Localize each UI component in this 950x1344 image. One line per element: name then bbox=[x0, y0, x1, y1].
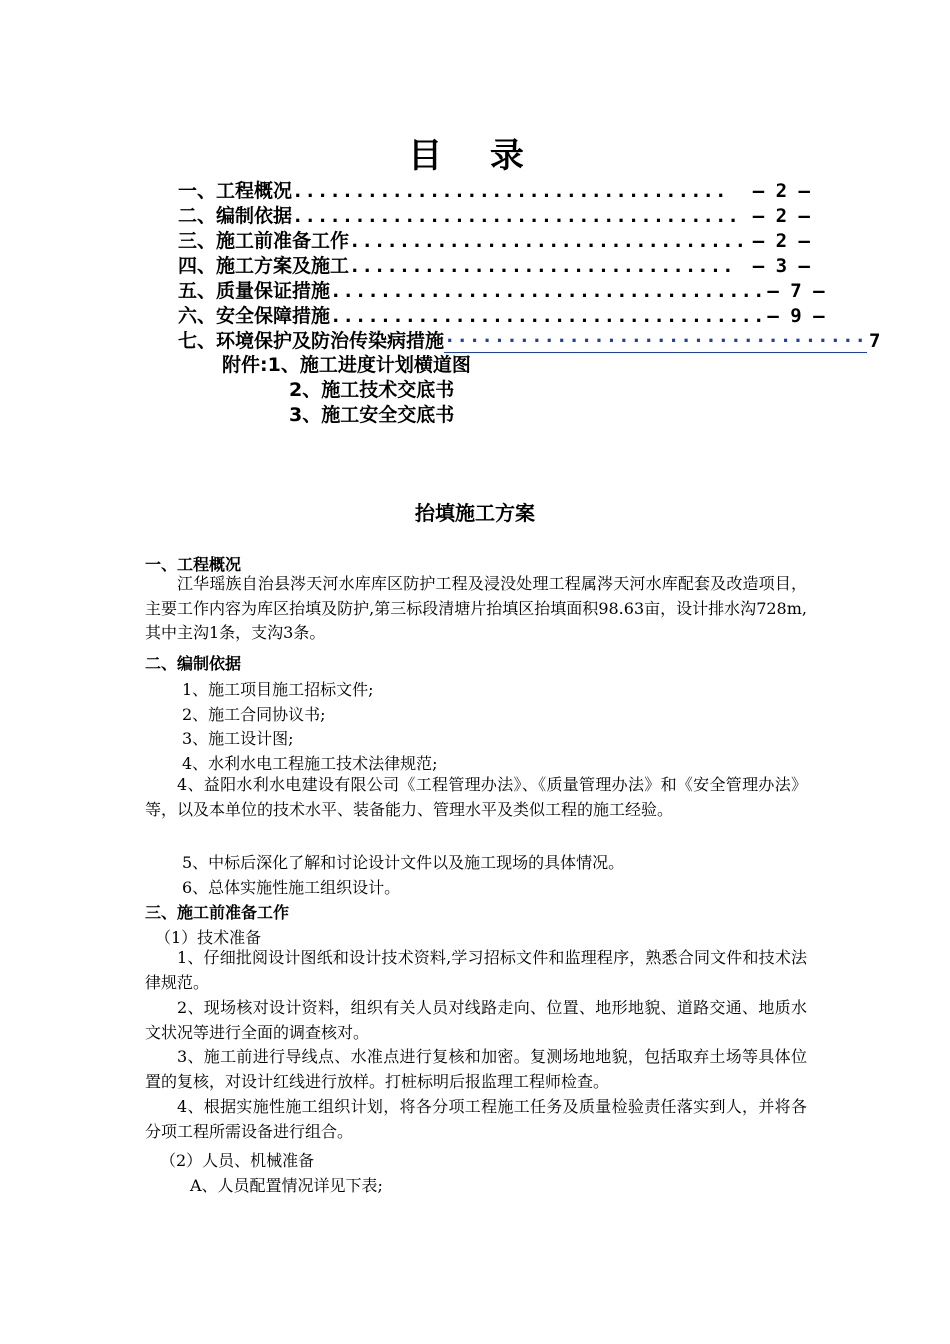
toc-leader-dots: ................................... bbox=[330, 280, 766, 302]
toc-page-number: 7 bbox=[868, 330, 881, 352]
toc-leader-dots: ·································· bbox=[444, 330, 867, 352]
toc-page-number: — 2 — bbox=[752, 180, 810, 202]
paragraph: 4、根据实施性施工组织计划，将各分项工程施工任务及质量检验责任落实到人，并将各分项工程所需设备进行组合。 bbox=[145, 1097, 807, 1141]
toc-item-label: 一、工程概况 bbox=[178, 180, 293, 202]
list-item: 4、水利水电工程施工技术法律规范; bbox=[182, 754, 438, 773]
toc-appendix-2[interactable]: 2、施工技术交底书 bbox=[289, 379, 455, 401]
toc-item-label: 二、编制依据 bbox=[178, 205, 293, 227]
toc-item-6[interactable] bbox=[178, 301, 825, 327]
toc-page-number: – 2 — bbox=[752, 205, 810, 227]
subsection-heading: （2）人员、机械准备 bbox=[160, 1151, 315, 1170]
list-item: 3、施工设计图; bbox=[182, 729, 294, 748]
list-item: 5、中标后深化了解和讨论设计文件以及施工现场的具体情况。 bbox=[182, 853, 625, 872]
toc-page-number: – 7 – bbox=[767, 280, 825, 302]
toc-item-label: 四、施工方案及施工 bbox=[178, 255, 350, 277]
list-item: 4、益阳水利水电建设有限公司《工程管理办法》、《质量管理办法》和《安全管理办法》等，以及本单位的技术水平、装备能力、管理水平及类似工程的施工经验。 bbox=[145, 775, 807, 819]
toc-appendix-1[interactable]: 附件:1、施工进度计划横道图 bbox=[222, 354, 471, 376]
toc-item-4[interactable] bbox=[178, 251, 810, 275]
toc-item-1[interactable] bbox=[178, 176, 810, 200]
paragraph: 3、施工前进行导线点、水准点进行复核和加密。复测场地地貌，包括取弃土场等具体位置的复核，对设计红线进行放样。打桩标明后报监理工程师检查。 bbox=[145, 1047, 807, 1091]
paragraph: 2、现场核对设计资料，组织有关人员对线路走向、位置、地形地貌、道路交通、地质水文状况等进行全面的调查核对。 bbox=[145, 998, 807, 1042]
toc-item-5[interactable] bbox=[178, 276, 825, 302]
list-item: 6、总体实施性施工组织设计。 bbox=[182, 878, 401, 897]
toc-leader-dots: ................................... bbox=[330, 305, 766, 327]
list-item: 1、施工项目施工招标文件; bbox=[182, 680, 374, 699]
toc-page-number: – 3 — bbox=[752, 255, 810, 277]
toc-leader-dots: ................................ bbox=[349, 230, 748, 252]
section-heading-1: 一、工程概况 bbox=[145, 555, 242, 574]
subsection-heading: （1）技术准备 bbox=[155, 928, 262, 947]
toc-item-2[interactable] bbox=[178, 201, 810, 225]
toc-appendix-3[interactable]: 3、施工安全交底书 bbox=[289, 404, 455, 426]
toc-leader-dots: .................................... bbox=[292, 205, 740, 227]
toc-item-label: 三、施工前准备工作 bbox=[178, 230, 350, 252]
toc-item-label: 六、安全保障措施 bbox=[178, 305, 331, 327]
toc-page-number: — 9 — bbox=[767, 305, 825, 327]
document-title: 抬填施工方案 bbox=[415, 501, 535, 525]
section-heading-3: 三、施工前准备工作 bbox=[145, 903, 290, 922]
toc-title: 目 录 bbox=[408, 136, 542, 176]
list-item: 2、施工合同协议书; bbox=[182, 705, 326, 724]
toc-item-label: 七、环境保护及防治传染病措施 bbox=[178, 330, 445, 352]
paragraph: A、人员配置情况详见下表; bbox=[190, 1176, 383, 1195]
toc-page-number: – 2 – bbox=[752, 230, 810, 252]
section-heading-2: 二、编制依据 bbox=[145, 654, 242, 673]
toc-leader-dots: ................................... bbox=[292, 180, 728, 202]
toc-item-3[interactable] bbox=[178, 226, 810, 250]
paragraph: 1、仔细批阅设计图纸和设计技术资料,学习招标文件和监理程序，熟悉合同文件和技术法律规范。 bbox=[145, 948, 807, 992]
toc-item-label: 五、质量保证措施 bbox=[178, 280, 331, 302]
paragraph-overview: 江华瑶族自治县涔天河水库库区防护工程及浸没处理工程属涔天河水库配套及改造项目，主要工作内容为库区抬填及防护,第三标段清塘片抬填区抬填面积98.63亩，设计排水沟728m,其中主沟1条，支沟3条。 bbox=[145, 574, 807, 642]
toc-item-7[interactable] bbox=[178, 326, 881, 352]
toc-leader-dots: ............................... bbox=[349, 255, 735, 277]
